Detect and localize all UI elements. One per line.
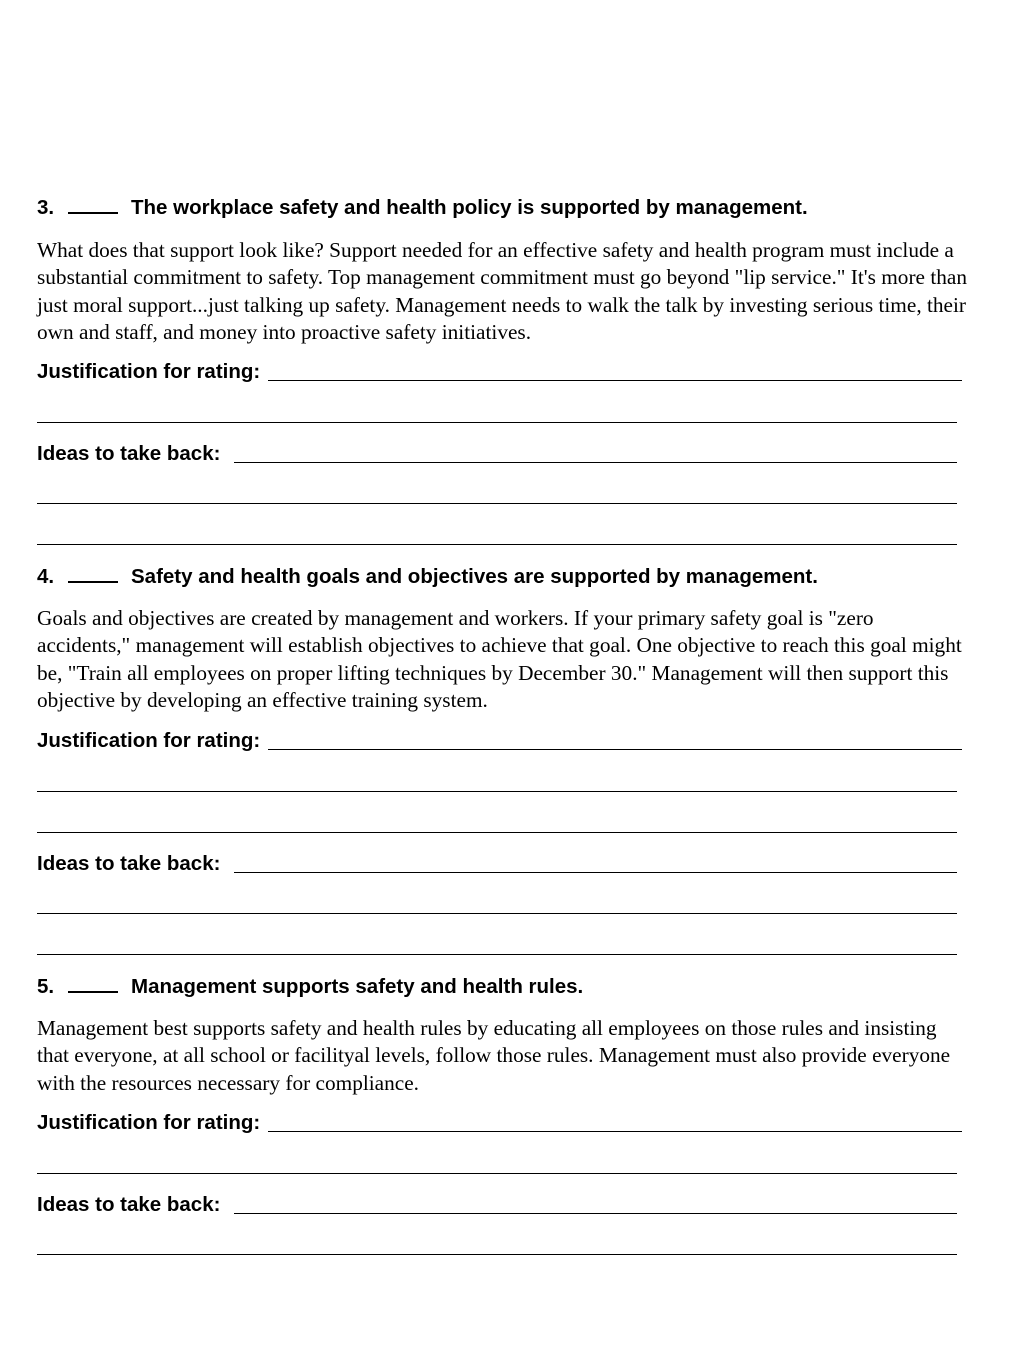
ideas-line[interactable] [234,462,957,463]
section-3-ideas-row [37,440,957,466]
ideas-line-2[interactable] [37,503,957,504]
justification-line[interactable] [268,1131,962,1132]
justification-line-2[interactable] [37,1173,957,1174]
section-4-body: Goals and objectives are created by management and workers. If your primary safety goal is "zero accidents," management will establish objectives to achieve that goal. One objective to reach this goal might be, "Train all employees on proper lifting techniques by December 30." Management will then support this objective by developing an effective training system. [37,606,962,712]
section-title: Safety and health goals and objectives are supported by management. [131,565,818,588]
section-title: Management supports safety and health rules. [131,975,584,998]
justification-line[interactable] [268,380,962,381]
section-5-heading [37,975,583,999]
justification-label: Justification for rating: [37,1111,261,1134]
rating-blank[interactable] [68,975,118,993]
section-5-ideas-row [37,1191,957,1217]
justification-line[interactable] [268,749,962,750]
ideas-line[interactable] [234,1213,957,1214]
section-4-heading [37,565,818,589]
ideas-line-3[interactable] [37,544,957,545]
justification-line-3[interactable] [37,832,957,833]
ideas-label: Ideas to take back: [37,852,221,875]
section-number: 3. [37,196,55,219]
section-4-justification-row [37,727,962,753]
rating-blank[interactable] [68,196,118,214]
justification-label: Justification for rating: [37,360,261,383]
section-number: 4. [37,565,55,588]
justification-line-2[interactable] [37,791,957,792]
ideas-line-2[interactable] [37,1254,957,1255]
section-3-heading [37,196,808,220]
section-5-body: Management best supports safety and health rules by educating all employees on those rules and insisting that everyone, at all school or facilityal levels, follow those rules. Management must also provide everyone with the resources necessary for compliance. [37,1016,951,1095]
section-3-justification-row [37,358,962,384]
ideas-label: Ideas to take back: [37,1193,221,1216]
justification-line-2[interactable] [37,422,957,423]
ideas-line-3[interactable] [37,954,957,955]
ideas-label: Ideas to take back: [37,442,221,465]
section-4-ideas-row [37,850,957,876]
section-5-justification-row [37,1109,962,1135]
ideas-line-2[interactable] [37,913,957,914]
section-3-body: What does that support look like? Support needed for an effective safety and health program must include a substantial commitment to safety. Top management commitment must go beyond "lip service." It's more than just moral support...just talking up safety. Management needs to walk the talk by investing serious time, their own and staff, and money into proactive safety initiatives. [37,238,967,344]
section-title: The workplace safety and health policy is supported by management. [131,196,808,219]
justification-label: Justification for rating: [37,729,261,752]
rating-blank[interactable] [68,565,118,583]
ideas-line[interactable] [234,872,957,873]
section-number: 5. [37,975,55,998]
